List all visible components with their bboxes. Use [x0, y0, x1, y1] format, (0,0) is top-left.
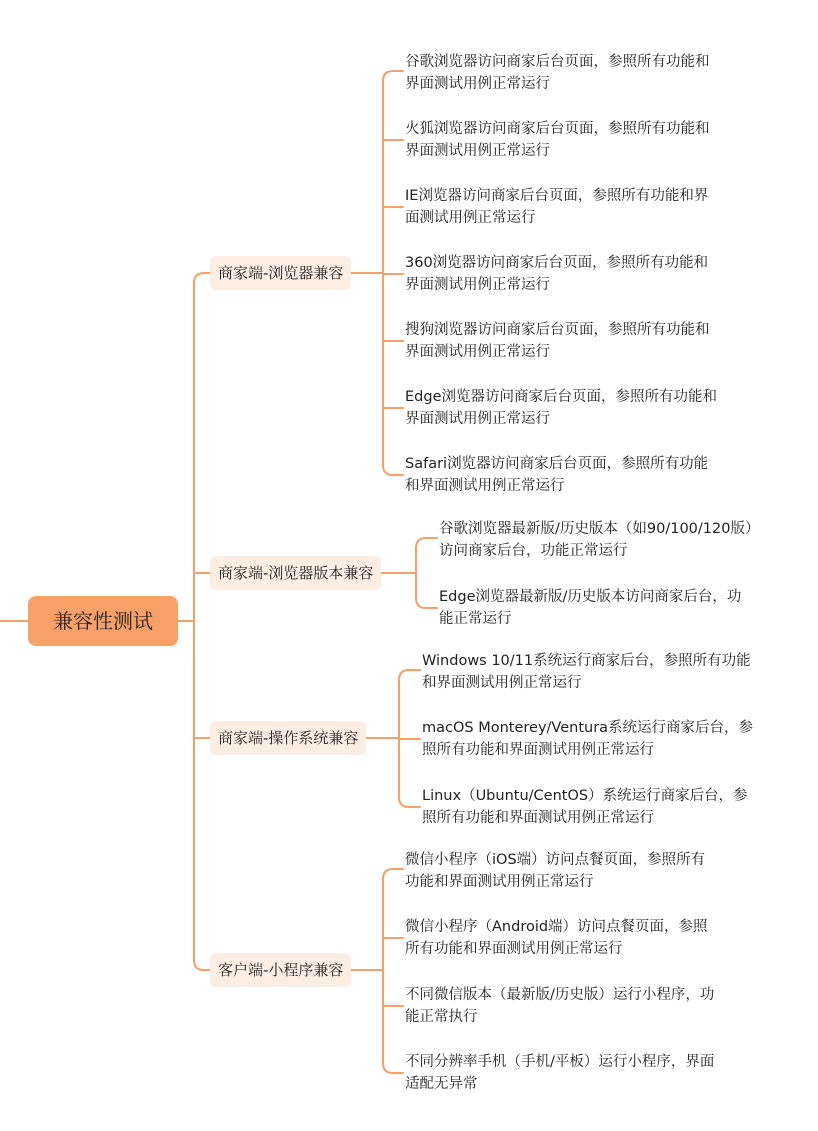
- branch-node[interactable]: [210, 721, 366, 755]
- leaf-node[interactable]: [405, 386, 717, 430]
- leaf-text-line: 界面测试用例正常运行: [405, 76, 550, 92]
- leaf-text-line: 搜狗浏览器访问商家后台页面，参照所有功能和: [405, 322, 710, 338]
- leaf-node[interactable]: [405, 916, 708, 960]
- branch-label: 客户端-小程序兼容: [218, 961, 344, 979]
- leaf-text-line: 火狐浏览器访问商家后台页面，参照所有功能和: [405, 121, 710, 137]
- leaf-node[interactable]: [405, 453, 708, 497]
- leaf-text-line: Linux（Ubuntu/CentOS）系统运行商家后台，参: [422, 788, 748, 804]
- leaf-text-line: IE浏览器访问商家后台页面，参照所有功能和界: [405, 188, 709, 204]
- leaf-text-line: 能正常执行: [405, 1009, 478, 1025]
- leaf-node[interactable]: [422, 717, 753, 761]
- leaf-text-line: 面测试用例正常运行: [405, 210, 536, 226]
- leaf-node[interactable]: [405, 984, 714, 1028]
- branch-label: 商家端-操作系统兼容: [218, 729, 359, 747]
- leaf-text-line: 界面测试用例正常运行: [405, 411, 550, 427]
- spine-line: [416, 538, 437, 608]
- branch-node[interactable]: [210, 256, 351, 290]
- branch-node[interactable]: [210, 953, 351, 987]
- leaf-text-line: 和界面测试用例正常运行: [422, 675, 582, 691]
- leaf-node[interactable]: [405, 51, 710, 95]
- leaf-node[interactable]: [405, 252, 708, 296]
- root-node[interactable]: [28, 596, 178, 646]
- trunk-line: [194, 273, 210, 970]
- leaf-text-line: 谷歌浏览器最新版/历史版本（如90/100/120版）: [439, 521, 760, 537]
- leaf-node[interactable]: [422, 785, 748, 829]
- leaf-text-line: Edge浏览器最新版/历史版本访问商家后台，功: [439, 589, 742, 605]
- leaf-text-line: 界面测试用例正常运行: [405, 277, 550, 293]
- leaf-node[interactable]: [405, 185, 708, 229]
- root-label: 兼容性测试: [53, 609, 153, 633]
- leaf-text-line: 照所有功能和界面测试用例正常运行: [422, 810, 654, 826]
- leaf-text-line: 能正常运行: [439, 611, 512, 627]
- leaf-text-line: 照所有功能和界面测试用例正常运行: [422, 742, 654, 758]
- leaf-node[interactable]: [405, 319, 710, 363]
- leaf-node[interactable]: [405, 849, 705, 893]
- leaf-node[interactable]: [405, 1051, 714, 1095]
- leaf-text-line: 谷歌浏览器访问商家后台页面，参照所有功能和: [405, 54, 710, 70]
- leaf-text-line: macOS Monterey/Ventura系统运行商家后台，参: [422, 720, 754, 736]
- leaf-text-line: 访问商家后台，功能正常运行: [439, 543, 628, 559]
- leaf-text-line: 界面测试用例正常运行: [405, 143, 550, 159]
- leaf-text-line: 和界面测试用例正常运行: [405, 478, 565, 494]
- spine-line: [383, 869, 403, 1073]
- leaf-text-line: 360浏览器访问商家后台页面，参照所有功能和: [405, 255, 709, 271]
- leaf-text-line: 界面测试用例正常运行: [405, 344, 550, 360]
- leaf-text-line: 微信小程序（Android端）访问点餐页面，参照: [405, 919, 708, 935]
- branch-label: 商家端-浏览器版本兼容: [218, 564, 374, 582]
- leaf-node[interactable]: [422, 650, 751, 694]
- leaf-node[interactable]: [439, 586, 741, 630]
- leaf-text-line: 微信小程序（iOS端）访问点餐页面，参照所有: [405, 852, 706, 868]
- leaf-text-line: 适配无异常: [405, 1076, 478, 1092]
- leaf-text-line: Windows 10/11系统运行商家后台，参照所有功能: [422, 653, 751, 669]
- leaf-text-line: 所有功能和界面测试用例正常运行: [405, 941, 623, 957]
- branch-label: 商家端-浏览器兼容: [218, 264, 344, 282]
- leaf-text-line: Safari浏览器访问商家后台页面，参照所有功能: [405, 456, 709, 472]
- leaf-node[interactable]: [405, 118, 710, 162]
- leaf-node[interactable]: [439, 518, 759, 562]
- leaf-text-line: 不同微信版本（最新版/历史版）运行小程序，功: [405, 987, 715, 1003]
- leaf-text-line: 不同分辨率手机（手机/平板）运行小程序，界面: [405, 1054, 715, 1070]
- leaf-text-line: Edge浏览器访问商家后台页面，参照所有功能和: [405, 389, 717, 405]
- leaf-text-line: 功能和界面测试用例正常运行: [405, 874, 594, 890]
- branch-node[interactable]: [210, 556, 381, 590]
